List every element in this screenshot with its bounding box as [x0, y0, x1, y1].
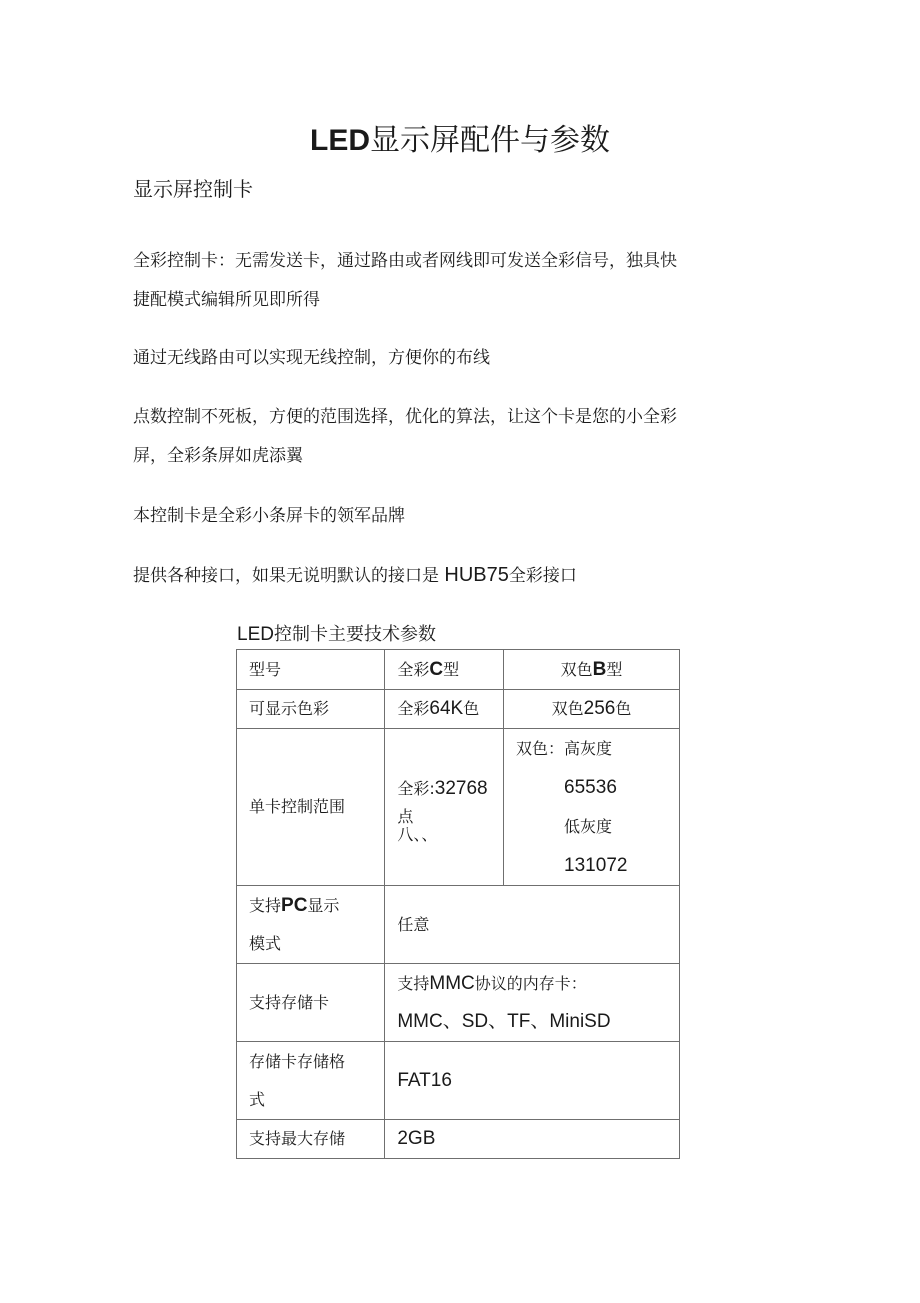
table-row	[237, 1042, 680, 1120]
pc-mode-value: 任意	[385, 886, 680, 964]
colors-full-post: 色	[463, 699, 480, 718]
colors-full	[385, 690, 504, 729]
header-dual-code: B	[592, 658, 607, 680]
storage-card-types: MMC、SD、TF、MiniSD	[397, 1010, 611, 1032]
paragraph-1: 全彩控制卡：无需发送卡，通过路由或者网线即可发送全彩信号，独具快捷配模式编辑所见即所得	[133, 251, 677, 310]
interface-suffix: 全彩接口	[508, 566, 577, 586]
range-dual-line4: 131072	[564, 855, 628, 876]
interface-code: HUB75	[444, 564, 509, 586]
range-label: 单卡控制范围	[237, 729, 385, 886]
colors-dual-num: 256	[583, 698, 616, 719]
title-rest: 显示屏配件与参数	[370, 123, 610, 158]
paragraph-3: 点数控制不死板，方便的范围选择，优化的算法，让这个卡是您的小全彩屏，全彩条屏如虎添翼	[133, 407, 677, 466]
paragraph-4: 本控制卡是全彩小条屏卡的领军品牌	[133, 506, 405, 526]
header-dual-color	[504, 650, 680, 690]
table-row	[237, 1120, 680, 1159]
table-row	[237, 886, 680, 964]
colors-label: 可显示色彩	[237, 690, 385, 729]
storage-format-value: FAT16	[385, 1042, 680, 1120]
caption-latin: LED	[237, 624, 274, 645]
storage-format-line2: 式	[249, 1089, 266, 1109]
range-full-line3: 八、、	[397, 825, 438, 844]
range-dual-line3: 低灰度	[564, 817, 613, 836]
paragraph-2: 通过无线路由可以实现无线控制，方便你的布线	[133, 348, 490, 368]
paragraph-interface	[133, 556, 693, 596]
range-full-num: 32768	[434, 778, 488, 799]
caption-rest: 控制卡主要技术参数	[273, 624, 436, 645]
storage-card-value	[385, 964, 680, 1042]
pc-mode-post: 显示	[307, 895, 340, 915]
interface-prefix: 提供各种接口，如果无说明默认的接口是	[133, 566, 439, 586]
pc-mode-label	[237, 886, 385, 964]
storage-card-pre: 支持	[397, 973, 430, 993]
section-heading: 显示屏控制卡	[133, 177, 253, 201]
table-row	[237, 650, 680, 690]
storage-card-post: 协议的内存卡：	[474, 973, 587, 993]
header-full-code: C	[429, 658, 444, 680]
range-full-line2: 点	[397, 807, 414, 826]
colors-dual-post: 色	[615, 699, 632, 718]
colors-dual	[504, 690, 680, 729]
colors-full-num: 64K	[429, 698, 464, 719]
pc-mode-code: PC	[281, 894, 308, 916]
header-full-post: 型	[443, 659, 460, 679]
spec-table	[236, 649, 680, 1159]
table-row	[237, 729, 680, 886]
range-full-line1	[397, 770, 503, 808]
title-latin: LED	[310, 124, 370, 157]
header-full-pre: 全彩	[397, 659, 430, 679]
range-dual	[504, 729, 680, 886]
storage-format-label	[237, 1042, 385, 1120]
range-dual-line2: 65536	[564, 777, 617, 798]
header-model: 型号	[237, 650, 385, 690]
colors-dual-pre: 双色	[551, 699, 584, 718]
table-row	[237, 690, 680, 729]
range-full	[385, 729, 504, 886]
pc-mode-line2: 模式	[249, 933, 282, 953]
document-title	[0, 120, 920, 162]
range-full-pre: 全彩:	[397, 779, 435, 798]
max-storage-value: 2GB	[385, 1120, 680, 1159]
max-storage-label: 支持最大存储	[237, 1120, 385, 1159]
storage-format-line1: 存储卡存储格	[249, 1051, 346, 1071]
storage-card-code: MMC	[429, 972, 475, 994]
colors-full-pre: 全彩	[397, 699, 430, 718]
table-row	[237, 964, 680, 1042]
table-caption	[237, 622, 436, 648]
header-dual-post: 型	[606, 659, 623, 679]
header-full-color	[385, 650, 504, 690]
pc-mode-pre: 支持	[249, 895, 282, 915]
storage-card-label: 支持存储卡	[237, 964, 385, 1042]
range-dual-line1: 双色：高灰度	[516, 739, 613, 758]
header-dual-pre: 双色	[560, 659, 593, 679]
